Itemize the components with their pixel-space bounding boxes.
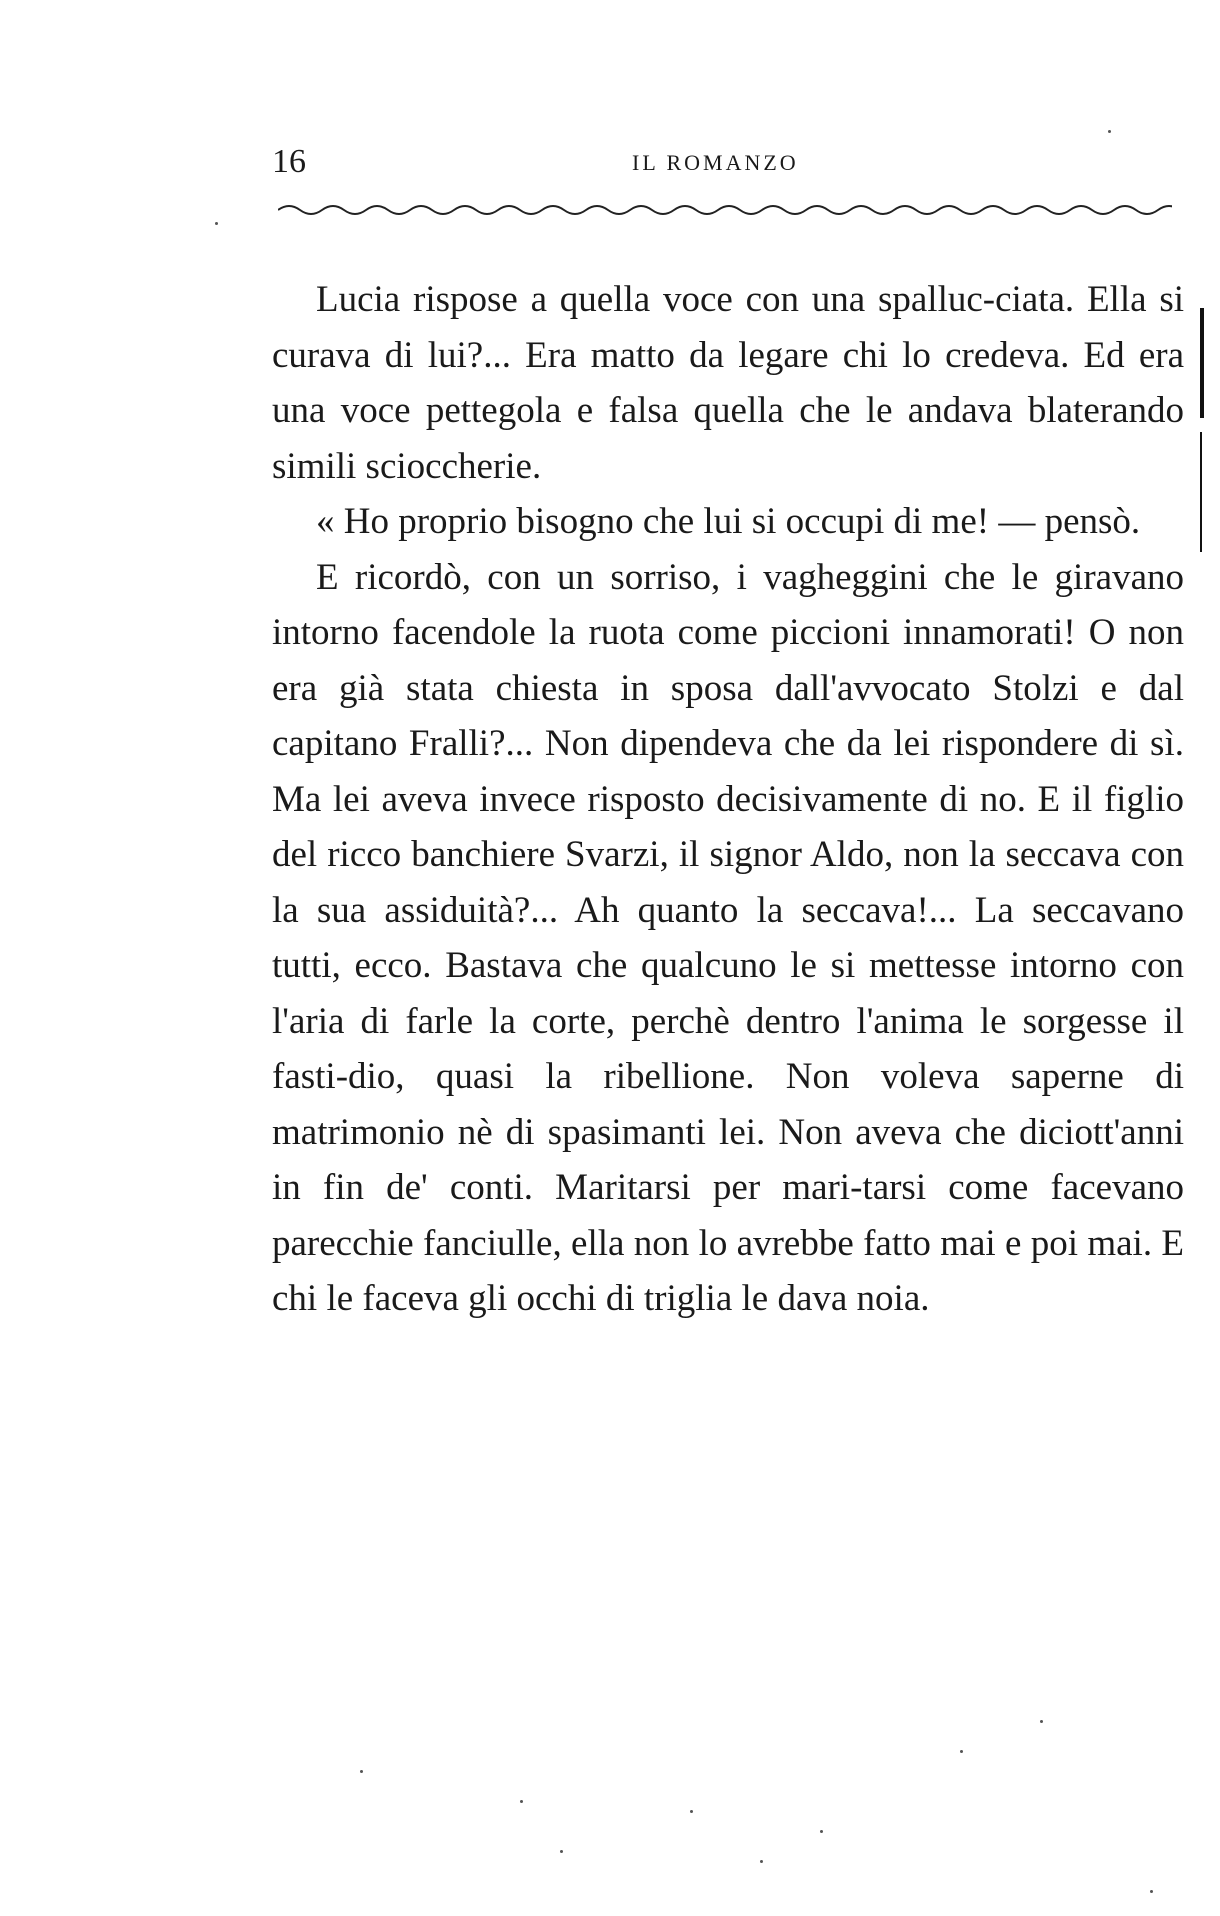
paragraph-3: E ricordò, con un sorriso, i vagheggini che le giravano intorno facendole la ruota come piccioni innamorati! O non era già stata chiesta in sposa dall'avvocato Stolzi e dal capitano Fralli?... Non dipendeva che da lei rispondere di sì. Ma lei aveva invece risposto decisivamente di no. E il figlio del ricco banchiere Svarzi, il signor Aldo, non la seccava con la sua assiduità?... Ah quanto la seccava!... La seccavano tutti, ecco. Bastava che qualcuno le si mettesse intorno con l'aria di farle la corte, perchè dentro l'anima le sorgesse il fasti-dio, quasi la ribellione. Non voleva saperne di matrimonio nè di spasimanti lei. Non aveva che diciott'anni in fin de' conti. Maritarsi per mari-tarsi come facevano parecchie fanciulle, ella non lo avrebbe fatto mai e poi mai. E chi le faceva gli occhi di triglia le dava noia. <box>272 556 1184 1319</box>
scan-speck <box>690 1810 693 1813</box>
scan-speck <box>520 1800 523 1803</box>
margin-scan-mark <box>1200 432 1202 552</box>
scan-speck <box>820 1830 823 1833</box>
page-number: 16 <box>272 143 306 180</box>
scan-speck <box>560 1850 563 1853</box>
scan-speck <box>1108 130 1111 133</box>
paragraph-2: « Ho proprio bisogno che lui si occupi di me! — pensò. <box>316 501 1141 542</box>
scan-speck <box>1040 1720 1043 1723</box>
running-head <box>272 142 1172 182</box>
running-title: IL ROMANZO <box>632 150 799 175</box>
wavy-rule-divider <box>278 200 1172 220</box>
paragraph-1: Lucia rispose a quella voce con una spalluc-ciata. Ella si curava di lui?... Era matto da legare chi lo credeva. Ed era una voce pettegola e falsa quella che le andava blaterando simili scioccherie. <box>272 279 1184 487</box>
scan-speck <box>215 222 218 225</box>
scan-speck <box>760 1860 763 1863</box>
scan-speck <box>960 1750 963 1753</box>
scan-speck <box>360 1770 363 1773</box>
margin-scan-mark <box>1200 308 1204 418</box>
scan-speck <box>1150 1890 1153 1893</box>
body-text <box>272 272 1184 1327</box>
